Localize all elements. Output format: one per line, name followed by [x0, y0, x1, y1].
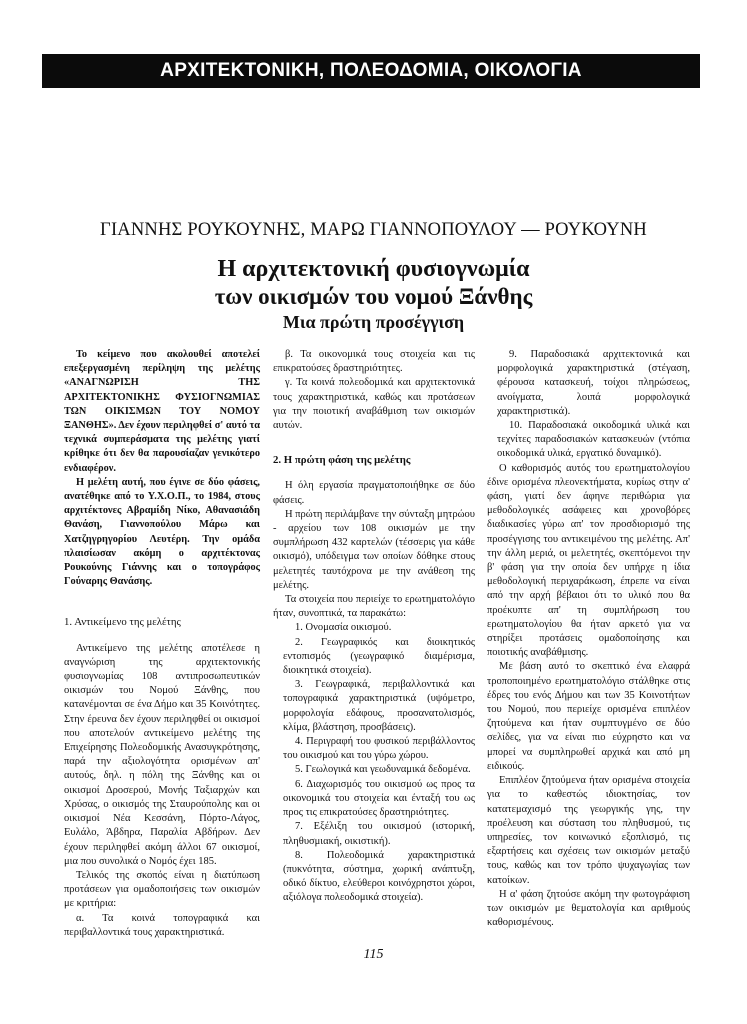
list-item: 9. Παραδοσιακά αρχιτεκτονικά και μορφολογικά χαρακτηριστικά (στέγαση, φέρουσα κατασκευή, τοίχοι πληρώσεως, ανοίγματα, λοιπά μορφολογικά χαρακτηριστικά).: [497, 349, 690, 417]
list-item: 2. Γεωγραφικός και διοικητικός εντοπισμός (γεωγραφικό διαμέρισμα, διοικητικά στοιχεία).: [283, 636, 475, 677]
section-banner: ΑΡΧΙΤΕΚΤΟΝΙΚΗ, ΠΟΛΕΟΔΟΜΙΑ, ΟΙΚΟΛΟΓΙΑ: [42, 54, 700, 88]
column-2: [273, 348, 475, 906]
list-item: 7. Εξέλιξη του οικισμού (ιστορική, πληθυσμιακή, οικιστική).: [283, 821, 475, 847]
list-item: 5. Γεωλογικά και γεωδυναμικά δεδομένα.: [295, 764, 471, 776]
list-item: 6. Διαχωρισμός του οικισμού ως προς τα οικονομικά του στοιχεία και ένταξή του ως προς τις επικρατούσες δραστηριότητες.: [283, 778, 475, 819]
body-paragraph: Αντικείμενο της μελέτης αποτέλεσε η αναγνώριση της αρχιτεκτονικής φυσιογνωμίας 108 αντιπροσωπευτικών οικισμών του Νομού Ξάνθης, που κατανέμονται σε ένα Δήμο και 35 Κοινότητες. Στην έρευνα δεν έχουν περιληφθεί οι οικισμοί που αποτελούν αντικείμενο μελέτης της Επιχείρησης Πολεοδομικής Ανασυγκρότησης, παρά την αξιολογότητα ορισμένων απ' αυτούς, δηλ. η πόλη της Ξάνθης και οι οικισμοί Δροσερού, Μονής Ταξιαρχών και Χρύσας, ο οικισμός της Σταυρούπολης και οι οικισμοί Νέα Κεσσάνη, Πόρτο-Λάγος, Ευλάλο, Άβδηρα, Παραλία Αβδήρων. Δεν έχουν περιληφθεί ακόμη άλλοι 67 οικισμοί, μια που συνολικά ο Νομός έχει 185.: [64, 642, 260, 867]
list-item: 8. Πολεοδομικά χαρακτηριστικά (πυκνότητα, σύστημα, χωρική ανάπτυξη, οδικό δίκτυο, ελεύθεροι κοινόχρηστοι χώροι, αξιόλογα πολεοδομικά στοιχεία).: [283, 849, 475, 904]
column-3: [487, 348, 690, 930]
list-item: 4. Περιγραφή του φυσικού περιβάλλοντος του οικισμού και του γύρω χώρου.: [283, 736, 475, 762]
abstract: [64, 348, 260, 589]
body-paragraph: Επιπλέον ζητούμενα ήταν ορισμένα στοιχεία για το καθεστώς ιδιοκτησίας, τον κατατεμαχισμό της γεωργικής γης, την προέλευση και σύσταση του πληθυσμού, τις υπηρεσίες, τον κοινωνικό εξοπλισμό, τις εξαρτήσεις και σχέσεις των οικισμών μεταξύ τους, καθώς και τον τρόπο ψυχαγωγίας των κατοίκων.: [487, 775, 690, 886]
abstract-paragraph: Το κείμενο που ακολουθεί αποτελεί επεξεργασμένη περίληψη της μελέτης «ΑΝΑΓΝΩΡΙΣΗ ΤΗΣ ΑΡΧΙΤΕΚΤΟΝΙΚΗΣ ΦΥΣΙΟΓΝΩΜΙΑΣ ΤΩΝ ΟΙΚΙΣΜΩΝ ΤΟΥ ΝΟΜΟΥ ΞΑΝΘΗΣ». Δεν έχουν περιληφθεί σ' αυτό τα τεχνικά συμπεράσματα της μελέτης γιατί κρίθηκε ότι δεν θα παρουσίαζαν γενικότερο ενδιαφέρον.: [64, 349, 260, 474]
page-number: 115: [363, 947, 384, 962]
title-line-2: των οικισμών του νομού Ξάνθης: [214, 284, 533, 309]
body-paragraph: Η α' φάση ζητούσε ακόμη την φωτογράφιση των οικισμών με θεματολογία και αριθμούς καθορισμένους.: [487, 888, 690, 929]
section-heading: 1. Αντικείμενο της μελέτης: [64, 616, 181, 629]
list-item: 1. Ονομασία οικισμού.: [295, 622, 392, 634]
criteria-item: α. Τα κοινά τοπογραφικά και περιβαλλοντικά τους χαρακτηριστικά.: [64, 912, 260, 938]
article-title: [40, 255, 707, 333]
body-paragraph: Ο καθορισμός αυτός του ερωτηματολογίου έδινε ορισμένα πλεονεκτήματα, κυρίως στην α' φάση, γιατί δεν άφηνε περιθώρια για μεθοδολογικές ασάφειες και χρονοβόρες διαδικασίες γύρω απ' τον προσδιορισμό της προσέγγισης του αντικειμένου της μελέτης. Απ' την άλλη μεριά, οι μελετητές, σκεπτόμενοι την β' φάση για την οποία δεν υπήρχε η ίδια μεθοδολογική περιχαράκωση, έπρεπε να είναι από την αρχή βέβαιοι ότι το υλικό που θα προέκυπτε απ' τη συμπλήρωση του ερωτηματολογίου θα ήταν αρκετό για να στηρίξει προτάσεις ομαδοποίησης και ποιοτικής αναβάθμισης.: [487, 462, 690, 659]
body-paragraph: Η πρώτη περιλάμβανε την σύνταξη μητρώου - αρχείου των 108 οικισμών με την συμπλήρωση 432 καρτελών (τέσσερις για κάθε οικισμό), υπόδειγμα των οποίων δόθηκε στους μελετητές ταυτόχρονα με την ανάθεση της μελέτης.: [273, 508, 475, 591]
title-line-1: Η αρχιτεκτονική φυσιογνωμία: [217, 256, 530, 282]
subtitle: Μια πρώτη προσέγγιση: [282, 312, 465, 332]
body-paragraph: Τα στοιχεία που περιείχε το ερωτηματολόγιο ήταν, συνοπτικά, τα παρακάτω:: [273, 594, 475, 620]
section-heading: 2. Η πρώτη φάση της μελέτης: [273, 454, 411, 467]
list-item: 10. Παραδοσιακά οικοδομικά υλικά και τεχνίτες παραδοσιακών κατασκευών (ντόπια οικοδομικά υλικά, εργατικό δυναμικό).: [497, 420, 690, 460]
body-paragraph: Με βάση αυτό το σκεπτικό ένα ελαφρά τροποποιημένο ερωτηματολόγιο στάλθηκε στις έδρες του ενός Δήμου και των 35 Κοινοτήτων του Νομού, που περιείχε ορισμένα επιπλέον ζητούμενα και ήταν συμπτυγμένο σε δύο σελίδες, για να είναι πιο εύχρηστο και να μπορεί να συμπληρωθεί αρχικά και από μη ειδικούς.: [487, 661, 690, 772]
abstract-paragraph: Η μελέτη αυτή, που έγινε σε δύο φάσεις, ανατέθηκε από το Υ.Χ.Ο.Π., το 1984, στους αρχιτέκτονες Αβραμίδη Νίκο, Αθανασιάδη Θανάση, Γιαννοπούλου Μάρω και Χατζηγρηγορίου Λευτέρη. Την ομάδα πλαισίωσαν ακόμη ο αρχιτέκτονας Ρουκούνης Γιάννης και ο τοπογράφος Γούναρης Θανάσης.: [64, 476, 260, 588]
criteria-item: γ. Τα κοινά πολεοδομικά και αρχιτεκτονικά τους χαρακτηριστικά, καθώς και προτάσεων για την ποιοτική αναβάθμιση των οικισμών αυτών.: [273, 377, 475, 432]
column-1: [64, 348, 260, 940]
authors-line: ΓΙΑΝΝΗΣ ΡΟΥΚΟΥΝΗΣ, ΜΑΡΩ ΓΙΑΝΝΟΠΟΥΛΟΥ — ΡΟΥΚΟΥΝΗ: [100, 220, 647, 240]
criteria-item: β. Τα οικονομικά τους στοιχεία και τις επικρατούσες δραστηριότητες.: [273, 349, 475, 375]
list-item: 3. Γεωγραφικά, περιβαλλοντικά και τοπογραφικά χαρακτηριστικά (υψόμετρο, μορφολογία εδάφους, προσανατολισμός, κλίμα, βλάστηση, προσβάσεις).: [283, 679, 475, 733]
body-paragraph: Η όλη εργασία πραγματοποιήθηκε σε δύο φάσεις.: [273, 480, 475, 506]
body-paragraph: Τελικός της σκοπός είναι η διατύπωση προτάσεων για ομαδοποιήσεις των οικισμών με κριτήρια:: [64, 869, 260, 910]
